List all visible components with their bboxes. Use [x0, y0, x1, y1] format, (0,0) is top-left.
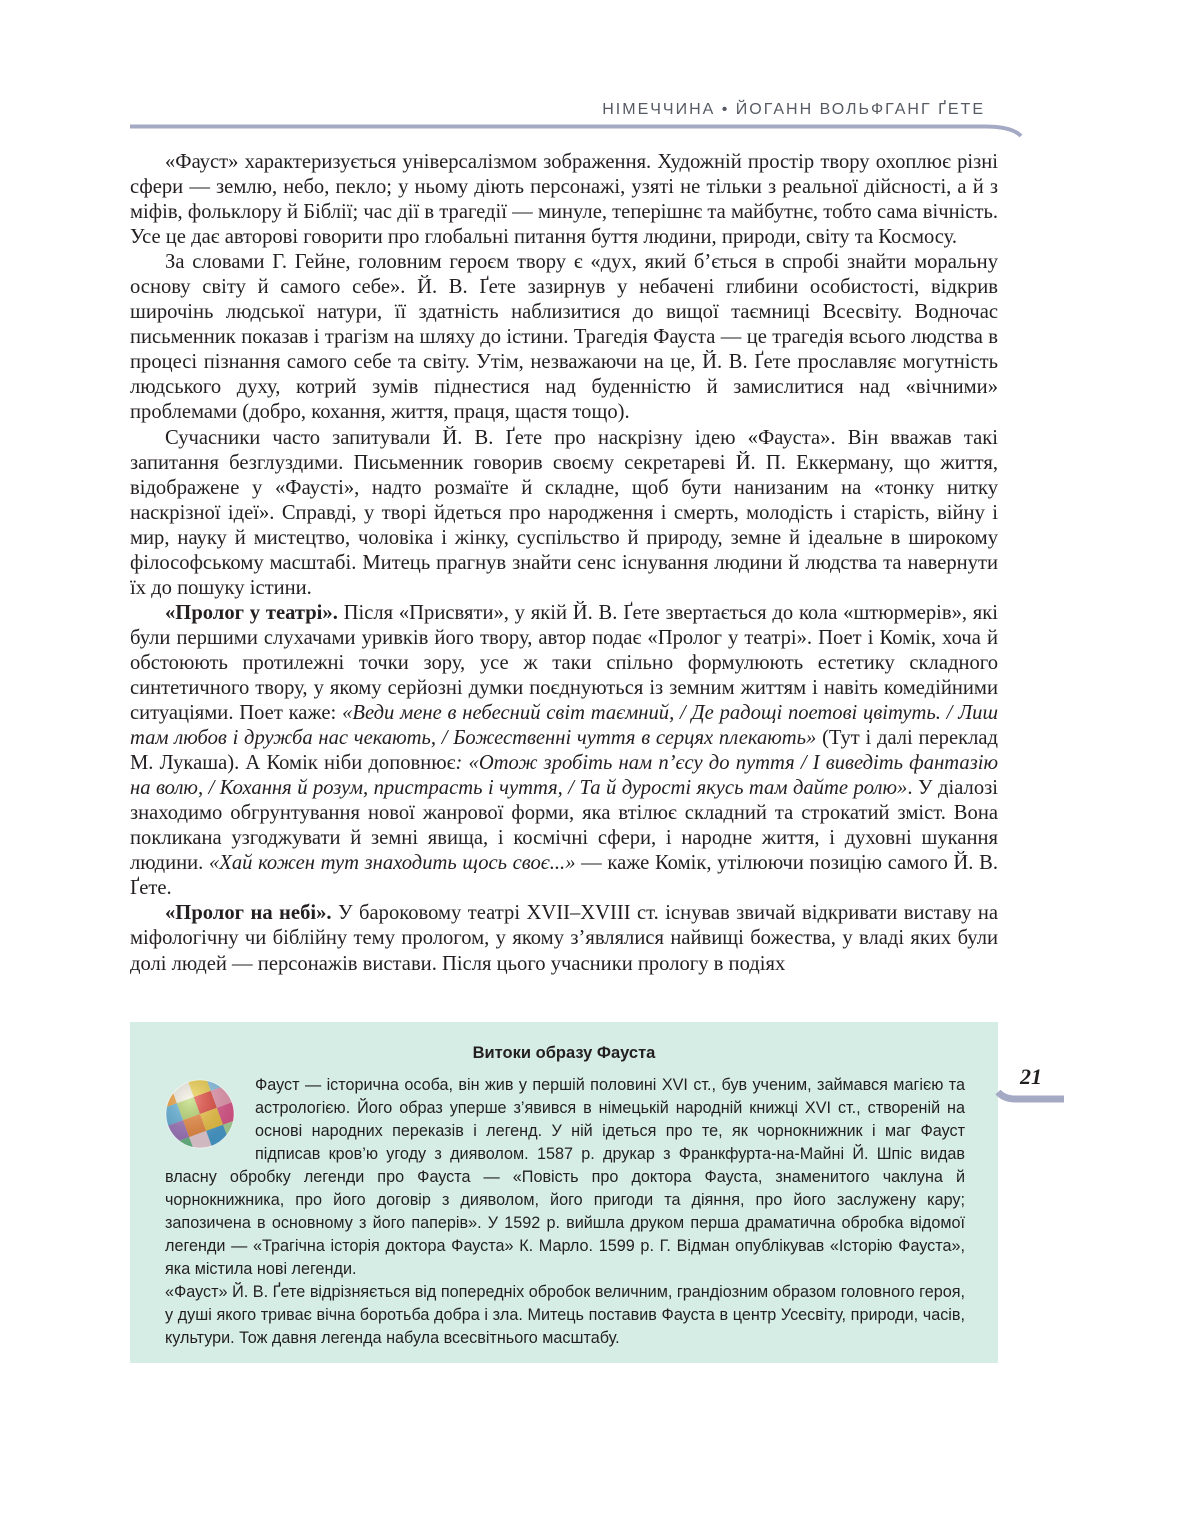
quote: «Веди мене в небесний світ таємний, / Де радощі поетові цвітуть. / Лиш там любов і дружба нас чекають, / Божественні чуття в серцях плекають»	[130, 702, 998, 750]
footer-rule	[990, 1088, 1070, 1114]
info-box	[130, 1022, 998, 1363]
info-box-body	[165, 1074, 965, 1350]
running-header: НІМЕЧЧИНА • ЙОГАНН ВОЛЬФГАНГ ҐЕТЕ	[602, 101, 985, 118]
paragraph: За словами Г. Гейне, головним героєм твору є «дух, який б’ється в спробі знайти моральну основу світу й самого себе». Й. В. Ґете зазирнув у небачені глибини особистості, відкрив широчінь людської натури, її здатність наблизитися до вищої таємниці Всесвіту. Водночас письменник показав і трагізм на шляху до істини. Трагедія Фауста — це трагедія всього людства в процесі пізнання самого себе та світу. Утім, незважаючи на це, Й. В. Ґете прославляє могутність людського духу, котрий зумів піднестися над буденністю й замислитися над «вічними» проблемами (добро, кохання, життя, праця, щастя тощо).	[130, 251, 998, 424]
section-heading: «Пролог у театрі».	[165, 601, 338, 624]
info-box-title: Витоки образу Фауста	[472, 1044, 656, 1062]
paragraph: Фауст — історична особа, він жив у першій половині XVI ст., був ученим, займався магією та астрологією. Його образ уперше з’явився в німецькій народній книжці XVI ст., створеній на основі народних переказів і легенд. У ній ідеться про те, як чорнокнижник і маг Фауст підписав кров’ю угоду з дияволом. 1587 р. друкар з Франкфурта-на-Майні Й. Шпіс видав власну обробку легенди про Фауста — «Повість про доктора Фауста, знаменитого чаклуна й чорнокнижника, про його договір з дияволом, його пригоди та діяння, про його заслужену кару; запозичена в основному з його паперів». У 1592 р. вийшла друком перша драматична обробка відомої легенди — «Трагічна історія доктора Фауста» К. Марло. 1599 р. Г. Відман опублікував «Історію Фауста», яка містила нові легенди.	[165, 1076, 965, 1278]
paragraph: «Пролог у театрі». Після «Присвяти», у якій Й. В. Ґете звертається до кола «штюрмерів», які були першими слухачами уривків його твору, автор подає «Пролог у театрі». Поет і Комік, хоча й обстоюють протилежні точки зору, усе ж таки спільно формулюють естетику складного синтетичного твору, у якому серйозні думки поєднуються із земним життям і навіть комедійними ситуаціями. Поет каже: «Веди мене в небесний світ таємний, / Де радощі поетові цвітуть. / Лиш там любов і дружба нас чекають, / Божественні чуття в серцях плекають» (Тут і далі переклад М. Лукаша). А Комік ніби доповнює: «Отож зробіть нам п’єсу до пуття / І виведіть фантазію на волю, / Кохання й розум, пристрасть і чуття, / Та й дурості якусь там дайте ролю». У діалозі знаходимо обгрунтування нової жанрової форми, яка втілює складний та строкатий зміст. Вона покликана узгоджувати й земні явища, і космічні сфери, і народне життя, і духовні шукання людини. «Хай кожен тут знаходить щось своє...» — каже Комік, утілюючи позицію самого Й. В. Ґете.	[130, 601, 999, 900]
section-heading: «Пролог на небі».	[165, 902, 332, 925]
quote: «Хай кожен тут знаходить щось своє...»	[208, 852, 576, 875]
paragraph: «Пролог на небі». У бароковому театрі XVII–XVIII ст. існував звичай відкривати виставу на міфологічну чи біблійну тему прологом, у якому з’являлися найвищі божества, у владі яких були долі людей — персонажів вистави. Після цього учасники прологу в подіях	[130, 902, 998, 975]
main-text	[130, 150, 998, 977]
quote: : «Отож зробіть нам п’єсу до пуття / І виведіть фантазію на волю, / Кохання й розум, пристрасть і чуття, / Та й дурості якусь там дайте ролю»	[130, 752, 999, 800]
paragraph: «Фауст» характеризується універсалізмом зображення. Художній простір твору охоплює різні сфери — землю, небо, пекло; у ньому діють персонажі, узяті не тільки з реальної дійсності, а й з міфів, фольклору й Біблії; час дії в трагедії — минуле, теперішнє та майбутнє, тобто сама вічність. Усе це дає авторові говорити про глобальні питання буття людини, природи, світу та Космосу.	[130, 151, 998, 249]
paragraph: «Фауст» Й. В. Ґете відрізняється від попередніх обробок величним, грандіозним образом головного героя, у душі якого триває вічна боротьба добра і зла. Митець поставив Фауста в центр Усесвіту, природи, часів, культури. Тож давня легенда набула всесвітнього масштабу.	[165, 1283, 965, 1347]
page-number: 21	[1020, 1064, 1042, 1089]
paragraph: Сучасники часто запитували Й. В. Ґете про наскрізну ідею «Фауста». Він вважав такі запитання безглуздими. Письменник говорив своєму секретареві Й. П. Еккерману, що життя, відображене у «Фаусті», надто розмаїте й складне, щоб бути нанизаним на «тонку нитку наскрізної ідеї». Справді, у творі йдеться про народження і смерть, молодість і старість, війну і мир, науку й мистецтво, чоловіка і жінку, суспільство й природу, земне й ідеальне в широкому філософському масштабі. Митець прагнув знайти сенс існування людини й людства та навернути їх до пошуку істини.	[130, 426, 998, 599]
